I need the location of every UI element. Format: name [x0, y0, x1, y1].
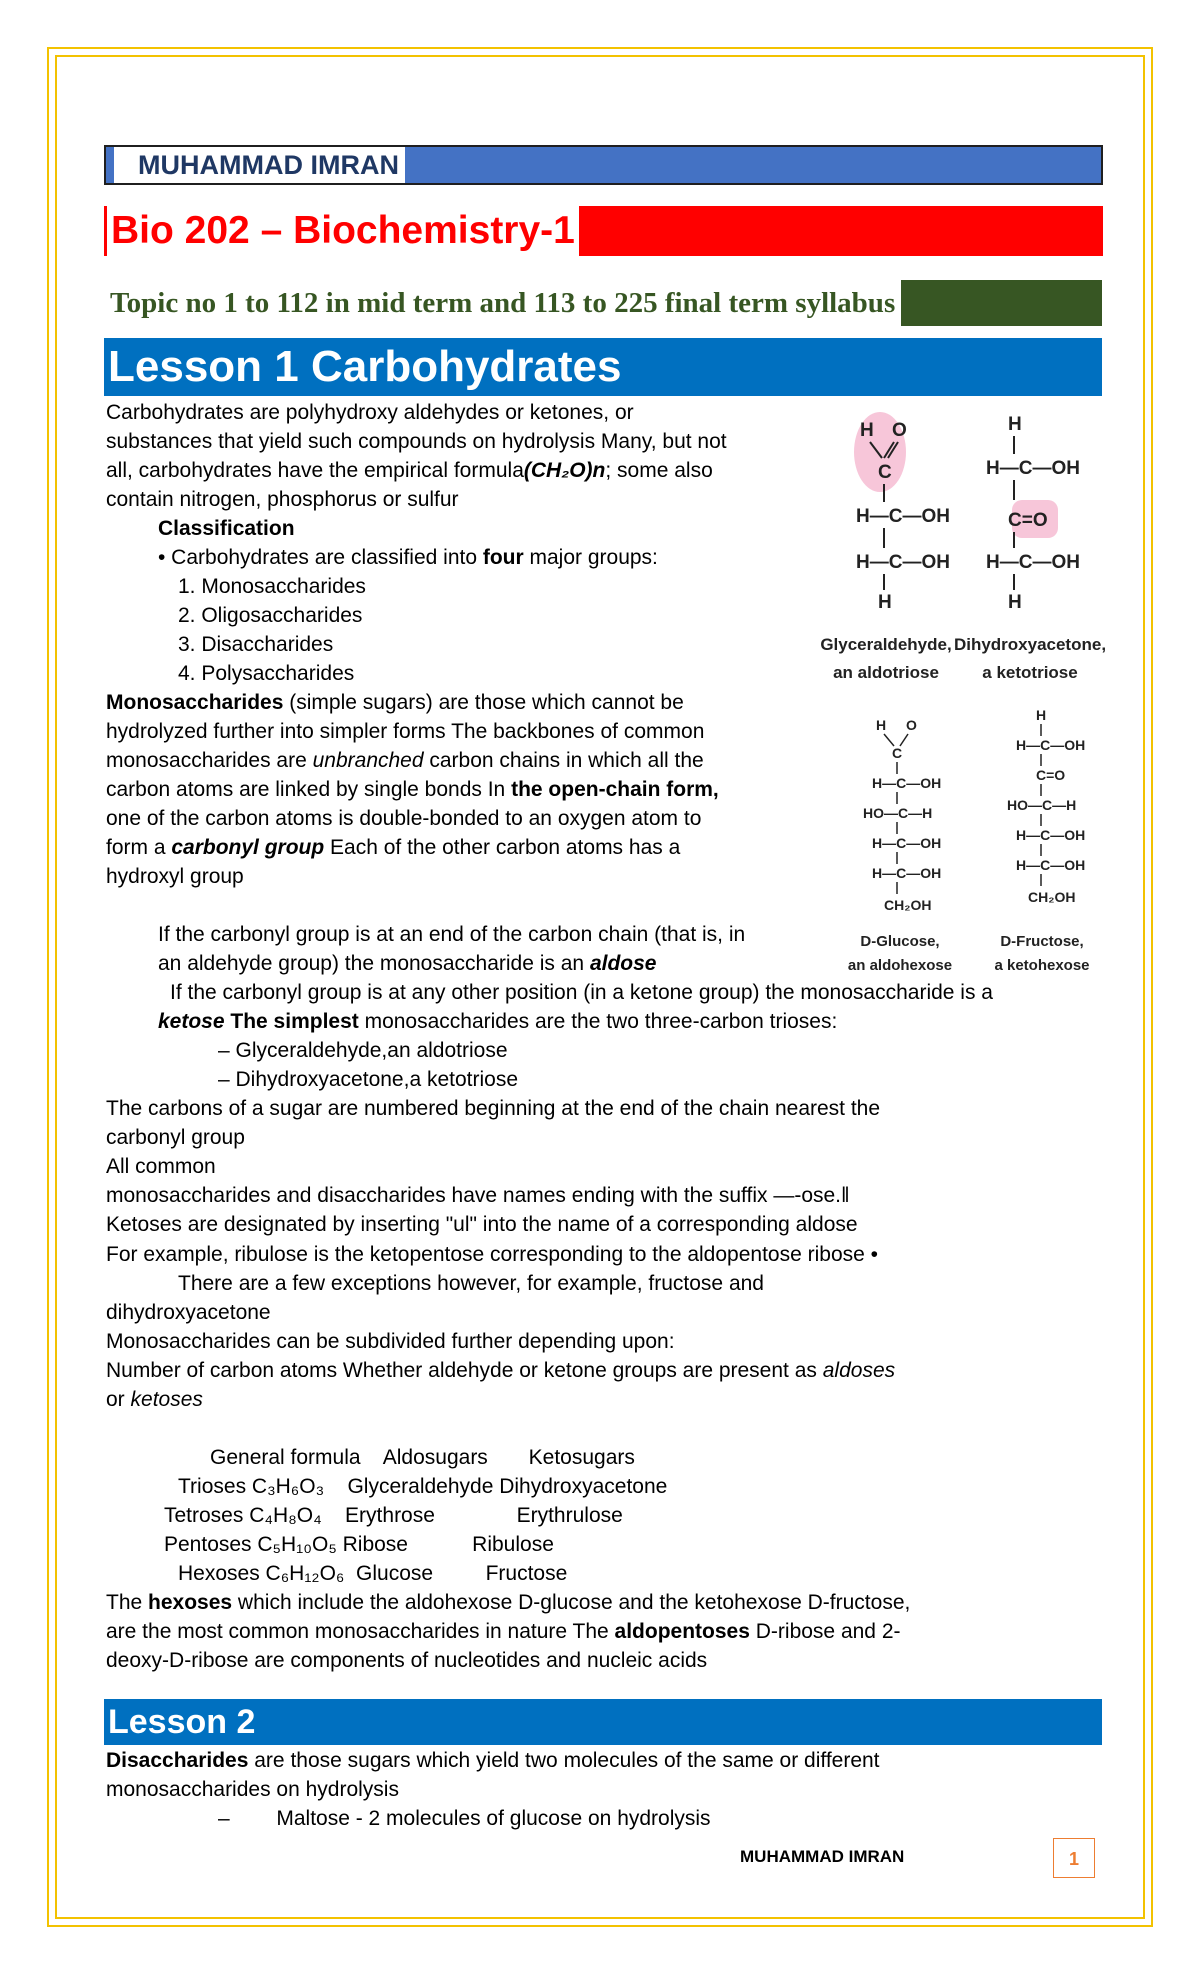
atom-label: C — [878, 462, 892, 483]
group-item: 1. Monosaccharides — [178, 575, 366, 598]
atom-group-label: H—C—OH — [872, 835, 942, 851]
atom-label: H — [860, 420, 874, 441]
hexoses-term: hexoses — [148, 1591, 233, 1614]
structure-caption: a ketohexose — [994, 957, 1090, 974]
classification-line — [158, 543, 658, 572]
aldose-text: an aldehyde group) the monosaccharide is an — [158, 952, 590, 975]
group-item: 4. Polysaccharides — [178, 662, 355, 685]
mono-line-4 — [106, 775, 719, 804]
unbranched-term: unbranched — [312, 749, 424, 772]
atom-group-label: H—C—OH — [856, 506, 950, 527]
numcarbon-text: Number of carbon atoms Whether aldehyde or ketone groups are present as — [106, 1359, 823, 1382]
structure-caption: Glyceraldehyde, — [820, 635, 952, 654]
intro-text-end: ; some also — [605, 459, 713, 482]
hexoses-line-2 — [106, 1617, 901, 1646]
atom-label: H — [876, 717, 887, 733]
class-text-end: major groups: — [523, 546, 658, 569]
hexoses-text: are the most common monosaccharides in nature The — [106, 1620, 615, 1643]
mono-line-5: one of the carbon atoms is double-bonded to an oxygen atom to — [106, 807, 702, 830]
author-name: MUHAMMAD IMRAN — [114, 147, 405, 183]
atom-label: H — [878, 592, 892, 613]
atom-group-label: H—C—OH — [872, 775, 942, 791]
sugar-table-header: General formula Aldosugars Ketosugars — [210, 1446, 635, 1469]
empirical-formula: (CH₂O)n — [523, 459, 606, 482]
page-number: 1 — [1053, 1838, 1095, 1878]
group-item: 2. Oligosaccharides — [178, 604, 363, 627]
intro-line-4: contain nitrogen, phosphorus or sulfur — [106, 488, 459, 511]
atom-label: C — [892, 745, 903, 761]
atom-group-label: C=O — [1036, 767, 1066, 783]
author-banner — [104, 145, 1103, 185]
ketoses-term: ketoses — [130, 1388, 203, 1411]
numbering-line-2: carbonyl group — [106, 1126, 245, 1149]
atom-group-label: HO—C—H — [1007, 797, 1077, 813]
mono-text: carbon atoms are linked by single bonds In — [106, 778, 512, 801]
hexoses-line-1 — [106, 1588, 910, 1617]
structure-caption: a ketotriose — [982, 663, 1078, 682]
or-ketoses-line — [106, 1385, 203, 1414]
sugar-table-row: Hexoses C₆H₁₂O₆ Glucose Fructose — [178, 1562, 568, 1585]
atom-group-label: H—C—OH — [986, 458, 1080, 479]
triose-item: – Dihydroxyacetone,a ketotriose — [218, 1068, 518, 1091]
simplest-term: The simplest — [224, 1010, 359, 1033]
mono-text: monosaccharides are — [106, 749, 313, 772]
maltose-item: – Maltose - 2 molecules of glucose on hydrolysis — [218, 1807, 711, 1830]
intro-line-3 — [106, 456, 713, 485]
topic-text: Topic no 1 to 112 in mid term and 113 to 225 final term syllabus — [104, 280, 901, 326]
mono-line-3 — [106, 746, 704, 775]
footer-author: MUHAMMAD IMRAN — [740, 1847, 905, 1866]
mono-line-2: hydrolyzed further into simpler forms The backbones of common — [106, 720, 705, 743]
mono-line-1 — [106, 688, 684, 717]
intro-line-2: substances that yield such compounds on hydrolysis Many, but not — [106, 430, 727, 453]
atom-group-label: H—C—OH — [1016, 857, 1086, 873]
hexoses-text: D-ribose and 2- — [749, 1620, 901, 1643]
atom-group-label: CH₂OH — [884, 897, 932, 913]
sugar-table-row: Tetroses C₄H₈O₄ Erythrose Erythrulose — [164, 1504, 623, 1527]
ketose-text: monosaccharides are the two three-carbon trioses: — [358, 1010, 838, 1033]
structure-caption: Dihydroxyacetone, — [953, 635, 1107, 654]
all-common-line-2: monosaccharides and disaccharides have names ending with the suffix ―-ose.‖ — [106, 1184, 850, 1207]
atom-group-label: HO—C—H — [863, 805, 933, 821]
aldopentoses-term: aldopentoses — [614, 1620, 750, 1643]
aldose-term: aldose — [589, 952, 657, 975]
hexoses-text: The — [106, 1591, 149, 1614]
mono-term: Monosaccharides — [106, 691, 284, 714]
course-title: Bio 202 – Biochemistry-1 — [104, 206, 579, 256]
atom-label: H — [1008, 592, 1022, 613]
atom-label: O — [892, 420, 907, 441]
mono-text: carbon chains in which all the — [423, 749, 704, 772]
atom-group-label: H—C—OH — [1016, 827, 1086, 843]
numcarbon-line — [106, 1356, 895, 1385]
ketose-term: ketose — [158, 1010, 225, 1033]
subdivided-line: Monosaccharides can be subdivided further depending upon: — [106, 1330, 675, 1353]
atom-group-label: CH₂OH — [1028, 889, 1076, 905]
course-banner — [104, 206, 1103, 256]
atom-label: O — [906, 717, 917, 733]
disaccharides-text: are those sugars which yield two molecules of the same or different — [248, 1749, 880, 1772]
ketose-line-2 — [158, 1007, 837, 1036]
atom-group-label: C=O — [1008, 510, 1048, 531]
structure-caption: an aldotriose — [833, 663, 939, 682]
class-text: • Carbohydrates are classified into — [158, 546, 483, 569]
open-chain-term: the open-chain form, — [511, 778, 719, 801]
carbonyl-term: carbonyl group — [171, 836, 325, 859]
atom-group-label: H—C—OH — [986, 552, 1080, 573]
sugar-structures-figure — [820, 400, 1110, 990]
or-text: or — [106, 1388, 131, 1411]
sugar-table-row: Trioses C₃H₆O₃ Glyceraldehyde Dihydroxyacetone — [178, 1475, 668, 1498]
disaccharides-line-2: monosaccharides on hydrolysis — [106, 1778, 399, 1801]
numbering-line-1: The carbons of a sugar are numbered beginning at the end of the chain nearest the — [106, 1097, 881, 1120]
sugar-table-row: Pentoses C₅H₁₀O₅ Ribose Ribulose — [164, 1533, 554, 1556]
classification-heading: Classification — [158, 517, 295, 540]
intro-line-1: Carbohydrates are polyhydroxy aldehydes or ketones, or — [106, 401, 634, 424]
atom-label: H — [1036, 707, 1047, 723]
all-common-line-1: All common — [106, 1155, 216, 1178]
structure-caption: an aldohexose — [847, 957, 953, 974]
ketoses-line: Ketoses are designated by inserting "ul" into the name of a corresponding aldose — [106, 1213, 858, 1236]
class-count: four — [482, 546, 524, 569]
topic-banner — [104, 280, 1102, 326]
mono-line-7: hydroxyl group — [106, 865, 244, 888]
atom-group-label: H—C—OH — [1016, 737, 1086, 753]
hexoses-line-3: deoxy-D-ribose are components of nucleotides and nucleic acids — [106, 1649, 708, 1672]
disaccharides-line-1 — [106, 1746, 880, 1775]
structure-caption: D-Fructose, — [1000, 933, 1084, 950]
atom-label: H — [1008, 414, 1022, 435]
structure-caption: D-Glucose, — [860, 933, 940, 950]
group-item: 3. Disaccharides — [178, 633, 334, 656]
hexoses-text: which include the aldohexose D-glucose and the ketohexose D-fructose, — [232, 1591, 911, 1614]
lesson-2-heading: Lesson 2 — [104, 1699, 1102, 1745]
mono-text: form a — [106, 836, 172, 859]
atom-group-label: H—C—OH — [872, 865, 942, 881]
mono-line-6 — [106, 833, 680, 862]
atom-group-label: H—C—OH — [856, 552, 950, 573]
aldose-line-1: If the carbonyl group is at an end of the carbon chain (that is, in — [158, 923, 746, 946]
aldose-line-2 — [158, 949, 656, 978]
mono-text: (simple sugars) are those which cannot be — [283, 691, 684, 714]
lesson-1-heading: Lesson 1 Carbohydrates — [104, 338, 1102, 396]
exceptions-line-1: There are a few exceptions however, for example, fructose and — [178, 1272, 764, 1295]
disaccharides-term: Disaccharides — [106, 1749, 249, 1772]
exceptions-line-2: dihydroxyacetone — [106, 1301, 271, 1324]
intro-text: all, carbohydrates have the empirical formula — [106, 459, 524, 482]
triose-item: – Glyceraldehyde,an aldotriose — [218, 1039, 508, 1062]
mono-text: Each of the other carbon atoms has a — [324, 836, 681, 859]
example-line: For example, ribulose is the ketopentose corresponding to the aldopentose ribose • — [106, 1243, 878, 1266]
ketose-line-1: If the carbonyl group is at any other position (in a ketone group) the monosaccharide is a — [170, 981, 993, 1004]
aldoses-term: aldoses — [822, 1359, 896, 1382]
